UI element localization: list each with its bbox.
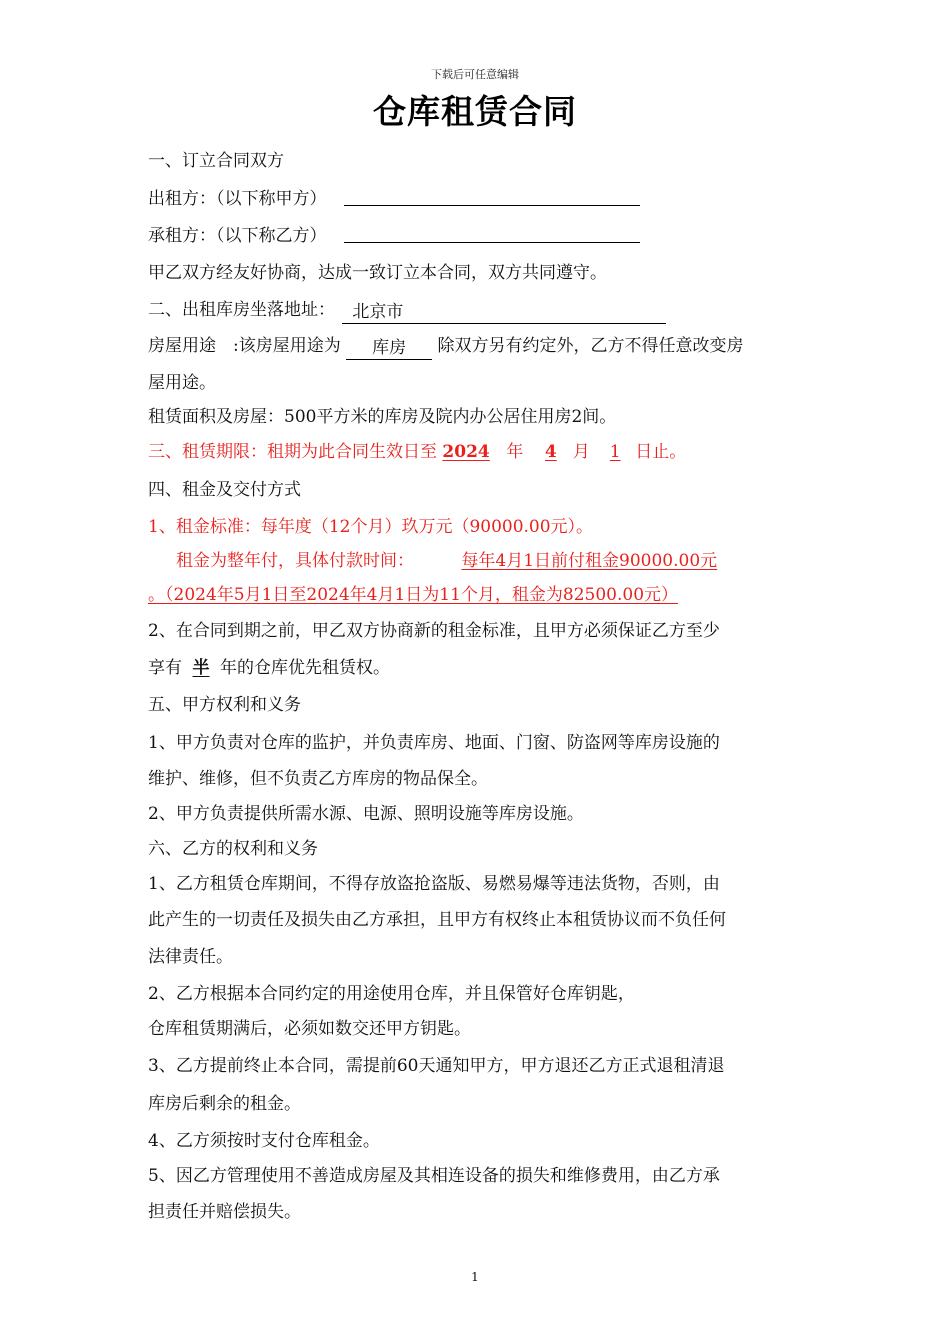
section-1-heading: 一、订立合同双方 — [148, 151, 284, 171]
use-continuation: 屋用途。 — [148, 373, 216, 393]
lessee-duty-4: 4、乙方须按时支付仓库租金。 — [148, 1131, 380, 1151]
lessor-line — [148, 188, 640, 210]
use-line — [148, 335, 744, 360]
lessee-duty-5a: 5、因乙方管理使用不善造成房屋及其相连设备的损失和维修费用，由乙方承 — [148, 1166, 720, 1186]
term-day-unit: 日止。 — [635, 442, 687, 462]
lessee-duty-5b: 担责任并赔偿损失。 — [148, 1202, 301, 1222]
lessee-blank[interactable] — [344, 226, 640, 243]
section-5-heading: 五、甲方权利和义务 — [148, 695, 301, 715]
lessor-duty-2: 2、甲方负责提供所需水源、电源、照明设施等库房设施。 — [148, 804, 584, 824]
use-rest: 除双方另有约定外，乙方不得任意改变房 — [437, 336, 744, 356]
lessee-duty-1b: 此产生的一切责任及损失由乙方承担，且甲方有权终止本租赁协议而不负任何 — [148, 910, 726, 930]
lessee-duty-3b: 库房后剩余的租金。 — [148, 1094, 301, 1114]
page-number: 1 — [471, 1270, 479, 1284]
contract-title: 仓库租赁合同 — [373, 92, 577, 131]
lessee-label: 承租方：（以下称乙方） — [148, 226, 327, 246]
lessee-duty-3a: 3、乙方提前终止本合同，需提前60天通知甲方，甲方退还乙方正式退租清退 — [148, 1056, 725, 1076]
renewal-half: 半 — [192, 658, 210, 678]
address-line — [148, 299, 666, 324]
term-prefix: 三、租赁期限：租期为此合同生效日至 — [148, 442, 437, 462]
use-value[interactable]: 库房 — [346, 337, 432, 360]
renewal-prefix: 享有 — [148, 658, 182, 678]
lessee-duty-1a: 1、乙方租赁仓库期间，不得存放盗抢盗版、易燃易爆等违法货物，否则，由 — [148, 874, 720, 894]
payment-label: 租金为整年付，具体付款时间： — [176, 551, 414, 571]
section-4-heading: 四、租金及交付方式 — [148, 480, 301, 500]
area-line: 租赁面积及房屋：500平方米的库房及院内办公居住用房2间。 — [148, 407, 617, 427]
payment-line — [176, 550, 717, 572]
term-month: 4 — [544, 442, 557, 462]
lessor-blank[interactable] — [344, 189, 640, 206]
term-day: 1 — [609, 442, 621, 462]
term-year-unit: 年 — [506, 442, 524, 462]
lessee-duty-2b: 仓库租赁期满后，必须如数交还甲方钥匙。 — [148, 1019, 471, 1039]
renewal-line-2 — [148, 657, 390, 679]
lessor-duty-1b: 维护、维修，但不负责乙方库房的物品保全。 — [148, 769, 488, 789]
payment-value: 每年4月1日前付租金90000.00元 — [461, 551, 718, 571]
agreement-line: 甲乙双方经友好协商，达成一致订立本合同，双方共同遵守。 — [148, 263, 607, 283]
term-year: 2024 — [442, 442, 490, 462]
lessor-duty-1a: 1、甲方负责对仓库的监护，并负责库房、地面、门窗、防盗网等库房设施的 — [148, 733, 720, 753]
lessor-label: 出租方：（以下称甲方） — [148, 189, 327, 209]
lessee-duty-1c: 法律责任。 — [148, 947, 233, 967]
term-line — [148, 441, 686, 463]
lessee-line — [148, 225, 640, 247]
lessee-duty-2a: 2、乙方根据本合同约定的用途使用仓库，并且保管好仓库钥匙， — [148, 984, 635, 1004]
use-label: 房屋用途 :该房屋用途为 — [148, 336, 341, 356]
address-label: 二、出租库房坐落地址： — [148, 300, 335, 320]
address-value[interactable]: 北京市 — [342, 301, 666, 324]
renewal-line-1: 2、在合同到期之前，甲乙双方协商新的租金标准，且甲方必须保证乙方至少 — [148, 621, 720, 641]
header-note: 下载后可任意编辑 — [431, 68, 519, 81]
term-month-unit: 月 — [572, 442, 590, 462]
renewal-suffix: 年的仓库优先租赁权。 — [220, 658, 390, 678]
rent-standard: 1、租金标准：每年度（12个月）玖万元（90000.00元）。 — [148, 517, 594, 537]
payment-continuation: 。（2024年5月1日至2024年4月1日为11个月，租金为82500.00元） — [148, 585, 679, 605]
section-6-heading: 六、乙方的权利和义务 — [148, 839, 318, 859]
